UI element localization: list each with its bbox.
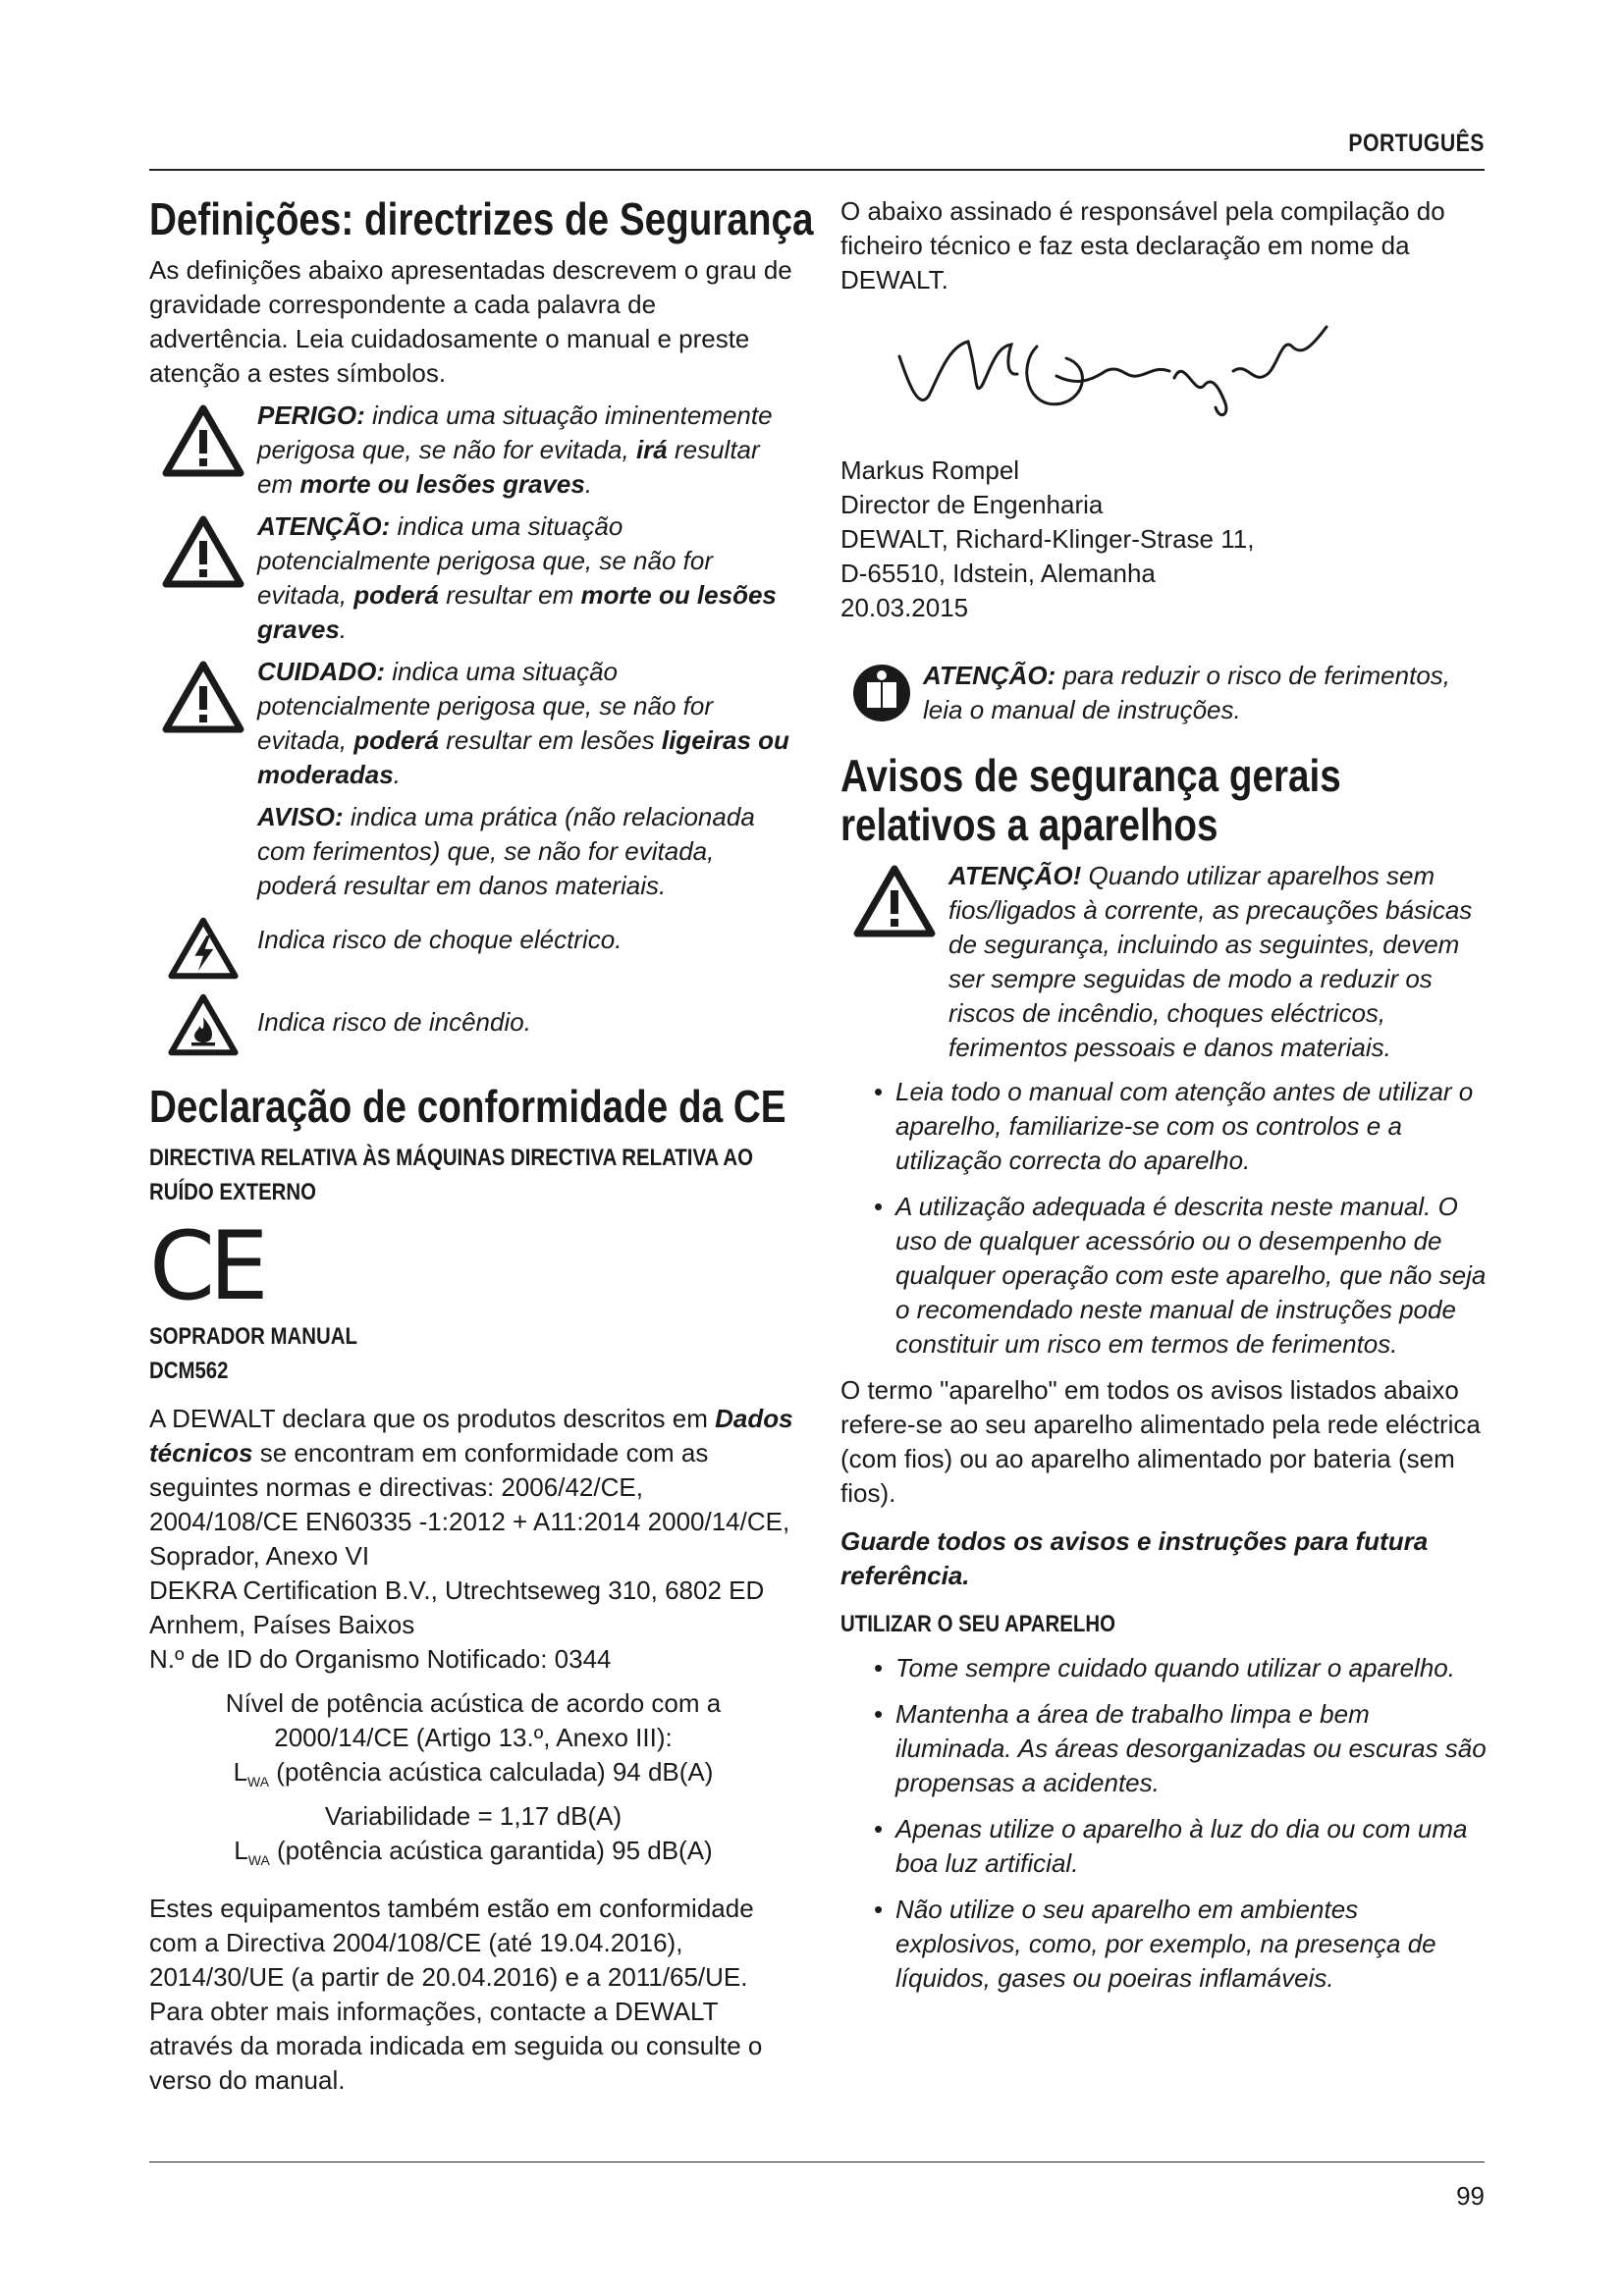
signer-name: Markus Rompel xyxy=(840,455,1020,485)
footer-rule xyxy=(149,2162,1485,2163)
list-item: • Mantenha a área de trabalho limpa e bem iluminada. As áreas desorganizadas ou escuras são propensas a acidentes. xyxy=(840,1697,1489,1800)
signer-address-1: DEWALT, Richard-Klinger-Strase 11, xyxy=(840,524,1255,554)
perigo-emph: irá xyxy=(635,435,668,464)
header-rule xyxy=(149,169,1485,171)
atencao-label: ATENÇÃO: xyxy=(257,511,391,541)
right-column xyxy=(840,194,1489,2007)
term-paragraph: O termo "aparelho" em todos os avisos listados abaixo refere-se ao seu aparelho alimentado pela rede eléctrica (com fios) ou ao aparelho alimentado por bateria (sem fios). xyxy=(840,1375,1481,1508)
declaration-subtitle: DIRECTIVA RELATIVA ÀS MÁQUINAS DIRECTIVA RELATIVA AO RUÍDO EXTERNO xyxy=(149,1145,754,1205)
caution-icon xyxy=(149,655,257,733)
left-column xyxy=(149,193,814,2098)
read-manual-text: para reduzir o risco de ferimentos, leia o manual de instruções. xyxy=(923,661,1451,724)
general-warnings-title: Avisos de segurança gerais relativos a aparelhos xyxy=(840,750,1341,850)
signer-title: Director de Engenharia xyxy=(840,490,1104,519)
product-model: DCM562 xyxy=(149,1358,229,1384)
technical-data-ref: Dados técnicos xyxy=(149,1404,793,1468)
use-appliance-heading: UTILIZAR O SEU APARELHO xyxy=(840,1611,1115,1637)
list-item: • Tome sempre cuidado quando utilizar o aparelho. xyxy=(840,1651,1489,1685)
lwa-subscript: WA xyxy=(247,1774,270,1790)
aviso-definition xyxy=(149,800,797,903)
perigo-label: PERIGO: xyxy=(257,400,365,430)
cuidado-label: CUIDADO: xyxy=(257,657,385,686)
perigo-end: . xyxy=(584,469,593,499)
lwa-subscript-2: WA xyxy=(247,1852,270,1869)
fire-text: Indica risco de incêndio. xyxy=(257,1007,531,1037)
list-item: • A utilização adequada é descrita neste manual. O uso de qualquer acessório ou o desempenho de qualquer operação com este aparelho, que não seja o recomendado neste manual de instruções pode constituir um risco em termos de ferimentos. xyxy=(840,1190,1489,1362)
noise-calc-text: (potência acústica calculada) 94 dB(A) xyxy=(269,1757,714,1787)
lwa-symbol: L xyxy=(233,1757,248,1787)
read-manual-warning xyxy=(840,659,1489,727)
general-warning-block xyxy=(840,859,1489,1065)
perigo-definition xyxy=(149,399,797,502)
lwa-symbol-2: L xyxy=(234,1836,248,1866)
signature-intro: O abaixo assinado é responsável pela compilação do ficheiro técnico e faz esta declaração em nome da DEWALT. xyxy=(840,196,1445,294)
perigo-emph-2: morte ou lesões graves xyxy=(299,469,585,499)
atencao-text: indica uma situação potencialmente perigosa que, se não for evitada, xyxy=(257,511,713,610)
page-number: 99 xyxy=(1456,2181,1485,2211)
danger-warning-icon xyxy=(149,399,257,477)
aviso-text: indica uma prática (não relacionada com ferimentos) que, se não for evitada, poderá resultar em danos materiais. xyxy=(257,802,755,900)
shock-text: Indica risco de choque eléctrico. xyxy=(257,925,623,954)
noise-variability: Variabilidade = 1,17 dB(A) xyxy=(324,1801,623,1832)
list-item: • Apenas utilize o aparelho à luz do dia ou com uma boa luz artificial. xyxy=(840,1812,1489,1881)
list-item: • Não utilize o seu aparelho em ambientes explosivos, como, por exemplo, na presença de líquidos, gases ou poeiras inflamáveis. xyxy=(840,1893,1489,1996)
notified-body-id: N.º de ID do Organismo Notificado: 0344 xyxy=(149,1644,612,1674)
atencao-text-2: resultar em xyxy=(438,580,581,610)
product-name: SOPRADOR MANUAL xyxy=(149,1323,357,1350)
language-label: PORTUGUÊS xyxy=(1348,130,1485,157)
signature-image xyxy=(880,317,1489,444)
warning-icon xyxy=(149,509,257,588)
fire-definition xyxy=(149,988,797,1056)
cuidado-text: indica uma situação potencialmente perigosa que, se não for evitada, xyxy=(257,657,713,755)
noise-intro: Nível de potência acústica de acordo com a 2000/14/CE (Artigo 13.º, Anexo III): xyxy=(225,1688,722,1752)
signer-date: 20.03.2015 xyxy=(840,593,969,622)
keep-instructions-warning: Guarde todos os avisos e instruções para futura referência. xyxy=(840,1526,1429,1590)
noise-block xyxy=(149,1686,797,1878)
aviso-label: AVISO: xyxy=(257,802,344,831)
atencao-end: . xyxy=(339,614,348,644)
use-bullets xyxy=(840,1651,1489,1996)
cuidado-definition xyxy=(149,655,797,792)
decl-text-a: A DEWALT declara que os produtos descritos em xyxy=(149,1404,716,1433)
decl-text-c: se encontram em conformidade com as seguintes normas e directivas: 2006/42/CE, 2004/108/CE EN60335 -1:2012 + A11:2014 2000/14/CE, Soprador, Anexo VI xyxy=(149,1438,790,1571)
general-warning-text: Quando utilizar aparelhos sem fios/ligados à corrente, as precauções básicas de segurança, incluindo as seguintes, devem ser sempre seguidas de modo a reduzir os riscos de incêndio, choques eléctricos, ferimentos pessoais e danos materiais. xyxy=(948,861,1473,1062)
read-manual-icon xyxy=(840,663,923,723)
read-manual-label: ATENÇÃO: xyxy=(923,661,1056,690)
noise-guar-text: (potência acústica garantida) 95 dB(A) xyxy=(269,1836,713,1866)
general-warning-label: ATENÇÃO! xyxy=(948,861,1082,890)
atencao-emph: poderá xyxy=(353,580,439,610)
ce-mark-logo: CE xyxy=(149,1211,263,1321)
general-bullets xyxy=(840,1075,1489,1362)
cuidado-end: . xyxy=(393,760,401,789)
electric-shock-icon xyxy=(149,911,257,980)
perigo-text: indica uma situação iminentemente perigosa que, se não for evitada, xyxy=(257,400,773,464)
noise-guaranteed xyxy=(149,1834,797,1878)
cuidado-emph-2: ligeiras ou moderadas xyxy=(257,725,789,789)
shock-definition xyxy=(149,911,797,980)
declaration-title: Declaração de conformidade da CE xyxy=(149,1081,786,1132)
definitions-intro: As definições abaixo apresentadas descrevem o grau de gravidade correspondente a cada palavra de advertência. Leia cuidadosamente o manual e preste atenção a estes símbolos. xyxy=(149,255,792,388)
atencao-definition xyxy=(149,509,797,647)
perigo-text-2: resultar em xyxy=(257,435,760,499)
notified-body-address: DEKRA Certification B.V., Utrechtseweg 310, 6802 ED Arnhem, Países Baixos xyxy=(149,1575,765,1639)
declaration-paragraph xyxy=(149,1402,797,1574)
general-warning-icon xyxy=(840,859,948,937)
signer-address-2: D-65510, Idstein, Alemanha xyxy=(840,559,1156,588)
fire-icon xyxy=(149,988,257,1056)
definitions-title: Definições: directrizes de Segurança xyxy=(149,193,814,244)
cuidado-emph: poderá xyxy=(353,725,439,755)
cuidado-text-2: resultar em lesões xyxy=(438,725,662,755)
conformity-paragraph: Estes equipamentos também estão em conformidade com a Directiva 2004/108/CE (até 19.04.2016), 2014/30/UE (a partir de 20.04.2016) e a 2011/65/UE. Para obter mais informações, contacte a DEWALT através da morada indicada em seguida ou consulte o verso do manual. xyxy=(149,1894,763,2096)
noise-calculated xyxy=(149,1755,797,1799)
atencao-emph-2: morte ou lesões graves xyxy=(257,580,777,644)
list-item: • Leia todo o manual com atenção antes de utilizar o aparelho, familiarize-se com os controlos e a utilização correcta do aparelho. xyxy=(840,1075,1489,1178)
